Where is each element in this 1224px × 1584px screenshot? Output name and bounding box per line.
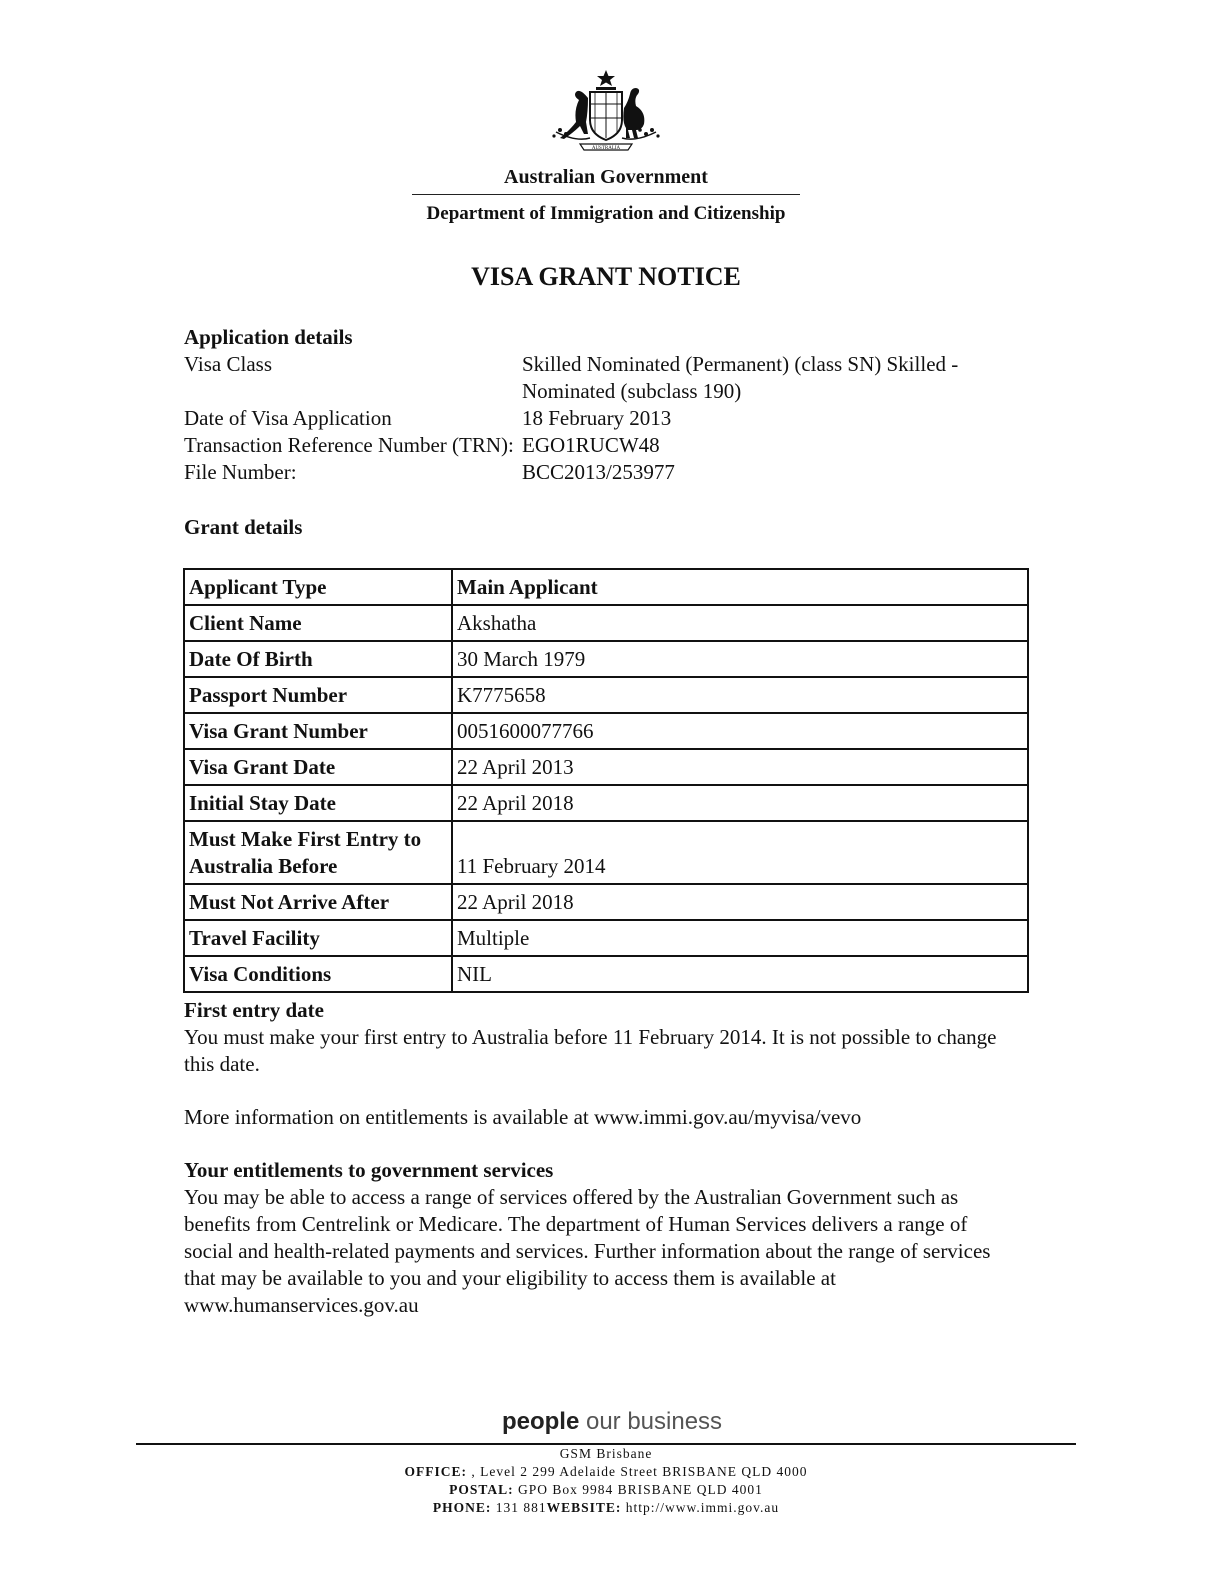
grant-value: 22 April 2018 (452, 884, 1028, 920)
slogan-bold: people (501, 1408, 580, 1435)
footer-divider (136, 1443, 1076, 1445)
grant-label: Must Not Arrive After (184, 884, 452, 920)
grant-value: Akshatha (452, 605, 1028, 641)
visa-class-value: Skilled Nominated (Permanent) (class SN) Skilled - (522, 352, 959, 376)
trn-value: EGO1RUCW48 (522, 433, 660, 457)
entitlements-heading: Your entitlements to government services (184, 1158, 554, 1182)
grant-details-heading: Grant details (184, 515, 303, 539)
trn-label: Transaction Reference Number (TRN): (184, 433, 514, 457)
application-date-label: Date of Visa Application (184, 406, 392, 430)
table-row (184, 920, 1028, 956)
government-name: Australian Government (504, 166, 708, 188)
slogan-light: our business (585, 1408, 723, 1435)
entitlements-line: social and health-related payments and services. Further information about the range of services (184, 1239, 991, 1263)
office-address (136, 1464, 1076, 1480)
entitlements-line: You may be able to access a range of services offered by the Australian Government such as (184, 1185, 959, 1209)
grant-value: 22 April 2013 (452, 749, 1028, 785)
grant-label (184, 821, 452, 884)
grant-label-line1: Must Make First Entry to (189, 827, 422, 851)
grant-label: Client Name (184, 605, 452, 641)
postal-address (136, 1482, 1076, 1498)
grant-value: 30 March 1979 (452, 641, 1028, 677)
grant-value: 22 April 2018 (452, 785, 1028, 821)
table-row (184, 749, 1028, 785)
visa-class-label: Visa Class (184, 352, 272, 376)
grant-label: Initial Stay Date (184, 785, 452, 821)
first-entry-heading: First entry date (184, 998, 324, 1022)
table-row (184, 677, 1028, 713)
grant-label: Date Of Birth (184, 641, 452, 677)
phone-website (136, 1500, 1076, 1516)
grant-label: Applicant Type (184, 569, 452, 605)
grant-label: Visa Conditions (184, 956, 452, 992)
entitlements-text (184, 1184, 1044, 1319)
grant-label: Visa Grant Number (184, 713, 452, 749)
footer-slogan (412, 1408, 812, 1436)
grant-label: Visa Grant Date (184, 749, 452, 785)
visa-class-value-line2: Nominated (subclass 190) (522, 379, 742, 403)
website-value: http://www.immi.gov.au (625, 1500, 780, 1515)
file-number-label: File Number: (184, 460, 297, 484)
table-row (184, 569, 1028, 605)
grant-value: 0051600077766 (452, 713, 1028, 749)
postal-label: POSTAL: (449, 1482, 514, 1497)
table-row (184, 641, 1028, 677)
table-row (184, 884, 1028, 920)
grant-value: 11 February 2014 (452, 821, 1028, 884)
entitlements-line: benefits from Centrelink or Medicare. The department of Human Services delivers a range of (184, 1212, 968, 1236)
table-row (184, 821, 1028, 884)
website-label: WEBSITE: (546, 1500, 622, 1515)
grant-value: Multiple (452, 920, 1028, 956)
first-entry-text (184, 1024, 1044, 1078)
grant-label-line2: Australia Before (189, 854, 338, 878)
table-row (184, 713, 1028, 749)
office-label: OFFICE: (404, 1464, 468, 1479)
header-divider (412, 194, 800, 195)
first-entry-line: this date. (184, 1052, 260, 1076)
grant-label: Passport Number (184, 677, 452, 713)
postal-value: GPO Box 9984 BRISBANE QLD 4001 (517, 1482, 763, 1497)
entitlements-line: that may be available to you and your eligibility to access them is available at (184, 1266, 836, 1290)
phone-value: 131 881 (495, 1500, 547, 1515)
table-row (184, 956, 1028, 992)
grant-value: K7775658 (452, 677, 1028, 713)
table-row (184, 785, 1028, 821)
application-details-heading: Application details (184, 325, 353, 349)
page-title: VISA GRANT NOTICE (471, 262, 741, 291)
grant-details-table (183, 568, 1029, 993)
grant-value: NIL (452, 956, 1028, 992)
phone-label: PHONE: (432, 1500, 492, 1515)
entitlements-link: www.humanservices.gov.au (184, 1293, 419, 1317)
more-info-text: More information on entitlements is available at www.immi.gov.au/myvisa/vevo (184, 1105, 862, 1129)
office-name: GSM Brisbane (559, 1446, 653, 1461)
department-name: Department of Immigration and Citizenship (426, 203, 786, 224)
application-date-value: 18 February 2013 (522, 406, 672, 430)
office-value: , Level 2 299 Adelaide Street BRISBANE QLD 4000 (471, 1464, 808, 1479)
grant-label: Travel Facility (184, 920, 452, 956)
grant-value: Main Applicant (452, 569, 1028, 605)
coat-of-arms-icon (546, 68, 666, 160)
table-row (184, 605, 1028, 641)
svg-text:AUSTRALIA: AUSTRALIA (591, 146, 621, 151)
first-entry-line: You must make your first entry to Australia before 11 February 2014. It is not possible to change (184, 1025, 997, 1049)
file-number-value: BCC2013/253977 (522, 460, 675, 484)
